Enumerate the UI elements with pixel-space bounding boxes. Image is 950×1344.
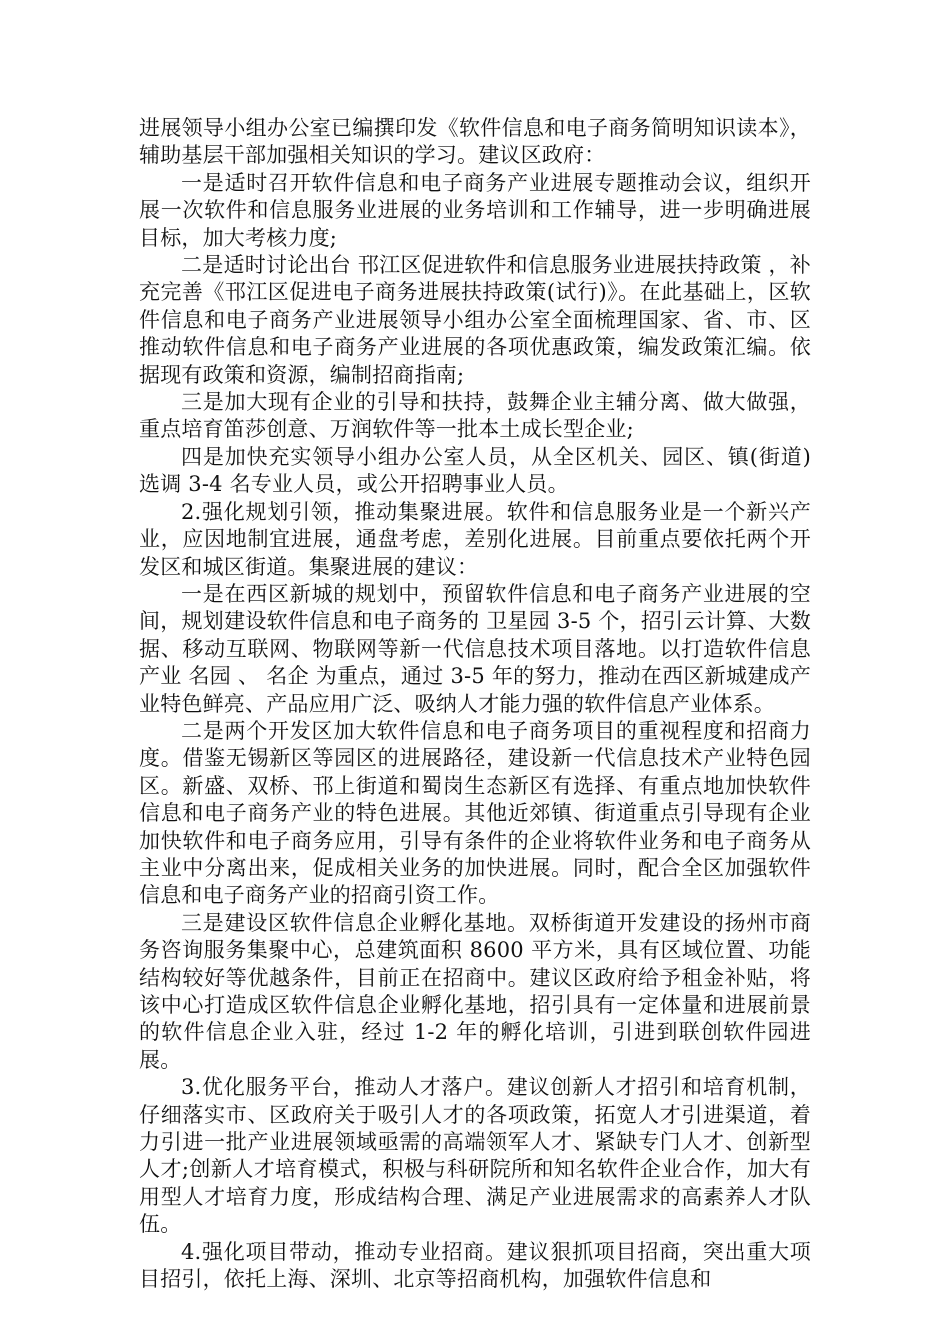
paragraph: 2.强化规划引领，推动集聚进展。软件和信息服务业是一个新兴产业，应因地制宜进展，通盘考虑，差别化进展。目前重点要依托两个开发区和城区街道。集聚进展的建议： [139,499,811,579]
paragraph: 三是加大现有企业的引导和扶持，鼓舞企业主辅分离、做大做强，重点培育笛莎创意、万润软件等一批本土成长型企业; [139,390,811,442]
paragraph: 进展领导小组办公室已编撰印发《软件信息和电子商务简明知识读本》，辅助基层干部加强相关知识的学习。建议区政府： [139,116,811,168]
document-body [139,115,811,1293]
paragraph: 二是适时讨论出台 邗江区促进软件和信息服务业进展扶持政策 ，补充完善《邗江区促进电子商务进展扶持政策(试行)》。在此基础上，区软件信息和电子商务产业进展领导小组办公室全面梳理国家、省、市、区推动软件信息和电子商务产业进展的各项优惠政策，编发政策汇编。依据现有政策和资源，编制招商指南; [139,253,811,387]
paragraph: 四是加快充实领导小组办公室人员，从全区机关、园区、镇(街道)选调 3-4 名专业人员，或公开招聘事业人员。 [139,444,811,497]
paragraph: 一是在西区新城的规划中，预留软件信息和电子商务产业进展的空间，规划建设软件信息和电子商务的 卫星园 3-5 个，招引云计算、大数据、移动互联网、物联网等新一代信息技术项目落地。以打造软件信息产业 名园 、 名企 为重点，通过 3-5 年的努力，推动在西区新城建成产业特色鲜亮、产品应用广泛、吸纳人才能力强的软件信息产业体系。 [139,581,811,716]
paragraph: 3.优化服务平台，推动人才落户。建议创新人才招引和培育机制，仔细落实市、区政府关于吸引人才的各项政策，拓宽人才引进渠道，着力引进一批产业进展领域亟需的高端领军人才、紧缺专门人才、创新型人才;创新人才培育模式，积极与科研院所和知名软件企业合作，加大有用型人才培育力度，形成结构合理、满足产业进展需求的高素养人才队伍。 [139,1075,811,1237]
paragraph: 一是适时召开软件信息和电子商务产业进展专题推动会议，组织开展一次软件和信息服务业进展的业务培训和工作辅导，进一步明确进展目标，加大考核力度; [139,170,811,250]
paragraph: 三是建设区软件信息企业孵化基地。双桥街道开发建设的扬州市商务咨询服务集聚中心，总建筑面积 8600 平方米，具有区域位置、功能结构较好等优越条件，目前正在招商中。建议区政府给予租金补贴，将该中心打造成区软件信息企业孵化基地，招引具有一定体量和进展前景的软件信息企业入驻，经过 1-2 年的孵化培训，引进到联创软件园进展。 [139,910,811,1072]
paragraph: 二是两个开发区加大软件信息和电子商务项目的重视程度和招商力度。借鉴无锡新区等园区的进展路径，建设新一代信息技术产业特色园区。新盛、双桥、邗上街道和蜀岗生态新区有选择、有重点地加快软件信息和电子商务产业的特色进展。其他近郊镇、街道重点引导现有企业加快软件和电子商务应用，引导有条件的企业将软件业务和电子商务从主业中分离出来，促成相关业务的加快进展。同时，配合全区加强软件信息和电子商务产业的招商引资工作。 [139,718,811,908]
paragraph: 4.强化项目带动，推动专业招商。建议狠抓项目招商，突出重大项目招引，依托上海、深圳、北京等招商机构，加强软件信息和 [139,1239,811,1292]
